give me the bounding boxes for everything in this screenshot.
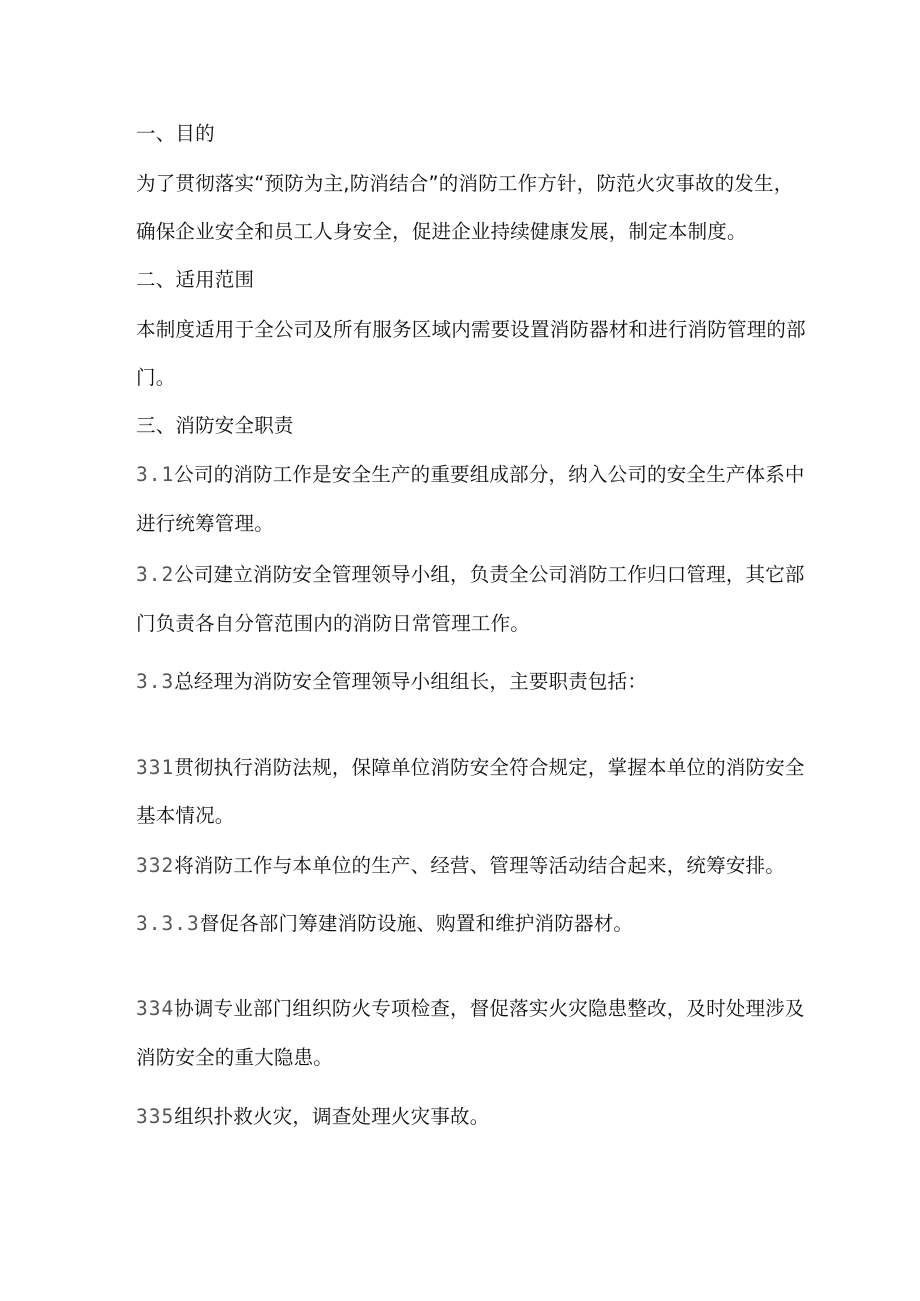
list-item-continuation: 进行统筹管理。 (136, 512, 274, 535)
list-item (136, 563, 805, 587)
list-item-continuation: 门负责各自分管范围内的消防日常管理工作。 (136, 612, 531, 635)
item-number: 3.2 (136, 563, 175, 586)
list-item (136, 463, 805, 487)
section-heading-responsibilities: 三、消防安全职责 (136, 414, 294, 437)
paragraph-line: 本制度适用于全公司及所有服务区域内需要设置消防器材和进行消防管理的部 (136, 318, 806, 341)
list-item (136, 912, 633, 936)
list-item (136, 670, 647, 694)
item-number: 331 (136, 756, 175, 779)
item-number: 332 (136, 854, 175, 877)
item-number: 335 (136, 1105, 175, 1128)
paragraph-line: 为了贯彻落实“预防为主,防消结合”的消防工作方针，防范火灾事故的发生， (136, 172, 794, 195)
paragraph-line: 确保企业安全和员工人身安全，促进企业持续健康发展，制定本制度。 (136, 220, 747, 243)
item-text: 将消防工作与本单位的生产、经营、管理等活动结合起来，统筹安排。 (174, 854, 785, 877)
list-item (136, 997, 805, 1021)
item-number: 3.3 (136, 670, 175, 693)
section-heading-purpose: 一、目的 (136, 122, 215, 145)
item-number: 334 (136, 997, 175, 1020)
item-number: 3.1 (136, 463, 175, 486)
list-item-continuation: 基本情况。 (136, 804, 235, 827)
item-text: 组织扑救火灾，调查处理火灾事故。 (174, 1105, 490, 1128)
item-text: 督促各部门筹建消防设施、购置和维护消防器材。 (199, 912, 634, 935)
list-item (136, 854, 785, 878)
item-text: 公司建立消防安全管理领导小组，负责全公司消防工作归口管理，其它部 (174, 563, 805, 586)
item-text: 协调专业部门组织防火专项检查，督促落实火灾隐患整改，及时处理涉及 (174, 997, 805, 1020)
item-text: 总经理为消防安全管理领导小组组长，主要职责包括： (174, 670, 648, 693)
item-text: 公司的消防工作是安全生产的重要组成部分，纳入公司的安全生产体系中 (174, 463, 805, 486)
paragraph-line: 门。 (136, 366, 176, 389)
list-item (136, 1105, 489, 1129)
list-item (136, 756, 805, 780)
item-number: 3.3.3 (136, 912, 200, 935)
list-item-continuation: 消防安全的重大隐患。 (136, 1046, 334, 1069)
section-heading-scope: 二、适用范围 (136, 268, 255, 291)
item-text: 贯彻执行消防法规，保障单位消防安全符合规定，掌握本单位的消防安全 (174, 756, 805, 779)
